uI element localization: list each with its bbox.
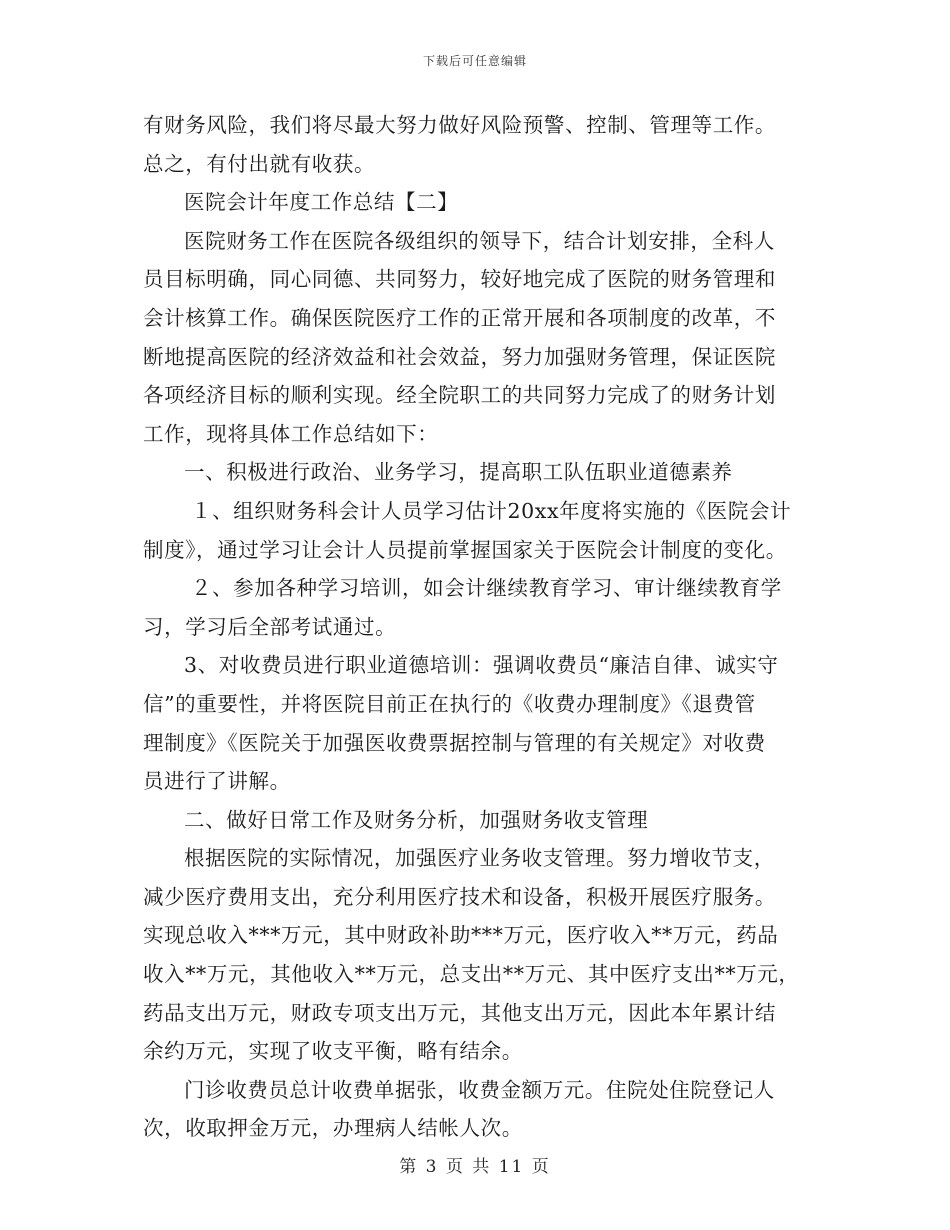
body-line: 断地提高医院的经济效益和社会效益，努力加强财务管理，保证医院 [143,344,776,369]
body-line: 有财务风险，我们将尽最大努力做好风险预警、控制、管理等工作。 [143,113,776,137]
footer-middle: 页 共 [445,1157,492,1177]
body-line: 根据医院的实际情况，加强医疗业务收支管理。努力增收节支， [184,846,775,871]
footer-current-page: 3 [425,1157,439,1177]
body-line: 理制度》《医院关于加强医收费票据控制与管理的有关规定》对收费 [143,730,766,755]
section-heading: 医院会计年度工作总结【二】 [184,190,459,215]
body-line: 员目标明确，同心同德、共同努力，较好地完成了医院的财务管理和 [143,267,776,292]
footer-total-pages: 11 [498,1157,525,1177]
section-heading: 一、积极进行政治、业务学习，提高职工队伍职业道德素养 [184,460,733,485]
body-line: 次，收取押金万元，办理病人结帐人次。 [143,1116,523,1141]
body-line: 信”的重要性，并将医院目前正在执行的《收费办理制度》《退费管 [143,691,756,716]
body-line: ２、参加各种学习培训，如会计继续教育学习、审计继续教育学 [191,576,782,601]
body-line: 药品支出万元，财政专项支出万元，其他支出万元，因此本年累计结 [143,1000,776,1025]
body-line: 实现总收入***万元，其中财政补助***万元，医疗收入**万元，药品 [143,923,779,948]
body-line: 医院财务工作在医院各级组织的领导下，结合计划安排，全科人 [184,228,775,253]
body-line: 习，学习后全部考试通过。 [143,614,397,639]
body-line: 余约万元，实现了收支平衡，略有结余。 [143,1039,523,1064]
body-line: 制度》，通过学习让会计人员提前掌握国家关于医院会计制度的变化。 [143,537,787,562]
body-line: 门诊收费员总计收费单据张，收费金额万元。住院处住院登记人 [184,1077,775,1102]
body-line: 总之，有付出就有收获。 [143,151,376,176]
document-body [143,106,813,1148]
page-number-footer [0,1152,950,1177]
footer-suffix: 页 [531,1157,551,1177]
footer-prefix: 第 [399,1157,419,1177]
body-line: 会计核算工作。确保医院医疗工作的正常开展和各项制度的改革，不 [143,305,776,330]
body-line: 员进行了讲解。 [143,769,291,794]
section-heading: 二、做好日常工作及财务分析，加强财务收支管理 [184,807,649,832]
body-line: 工作，现将具体工作总结如下： [143,421,439,446]
page-header-note: 下载后可任意编辑 [422,54,527,68]
body-line: 各项经济目标的顺利实现。经全院职工的共同努力完成了的财务计划 [143,383,776,408]
body-line: １、组织财务科会计人员学习估计20xx年度将实施的《医院会计 [191,498,792,523]
body-line: 收入**万元，其他收入**万元，总支出**万元、其中医疗支出**万元， [143,962,800,987]
body-line: 减少医疗费用支出，充分利用医疗技术和设备，积极开展医疗服务。 [143,884,776,909]
body-line: 3、对收费员进行职业道德培训：强调收费员“廉洁自律、诚实守 [184,653,779,678]
